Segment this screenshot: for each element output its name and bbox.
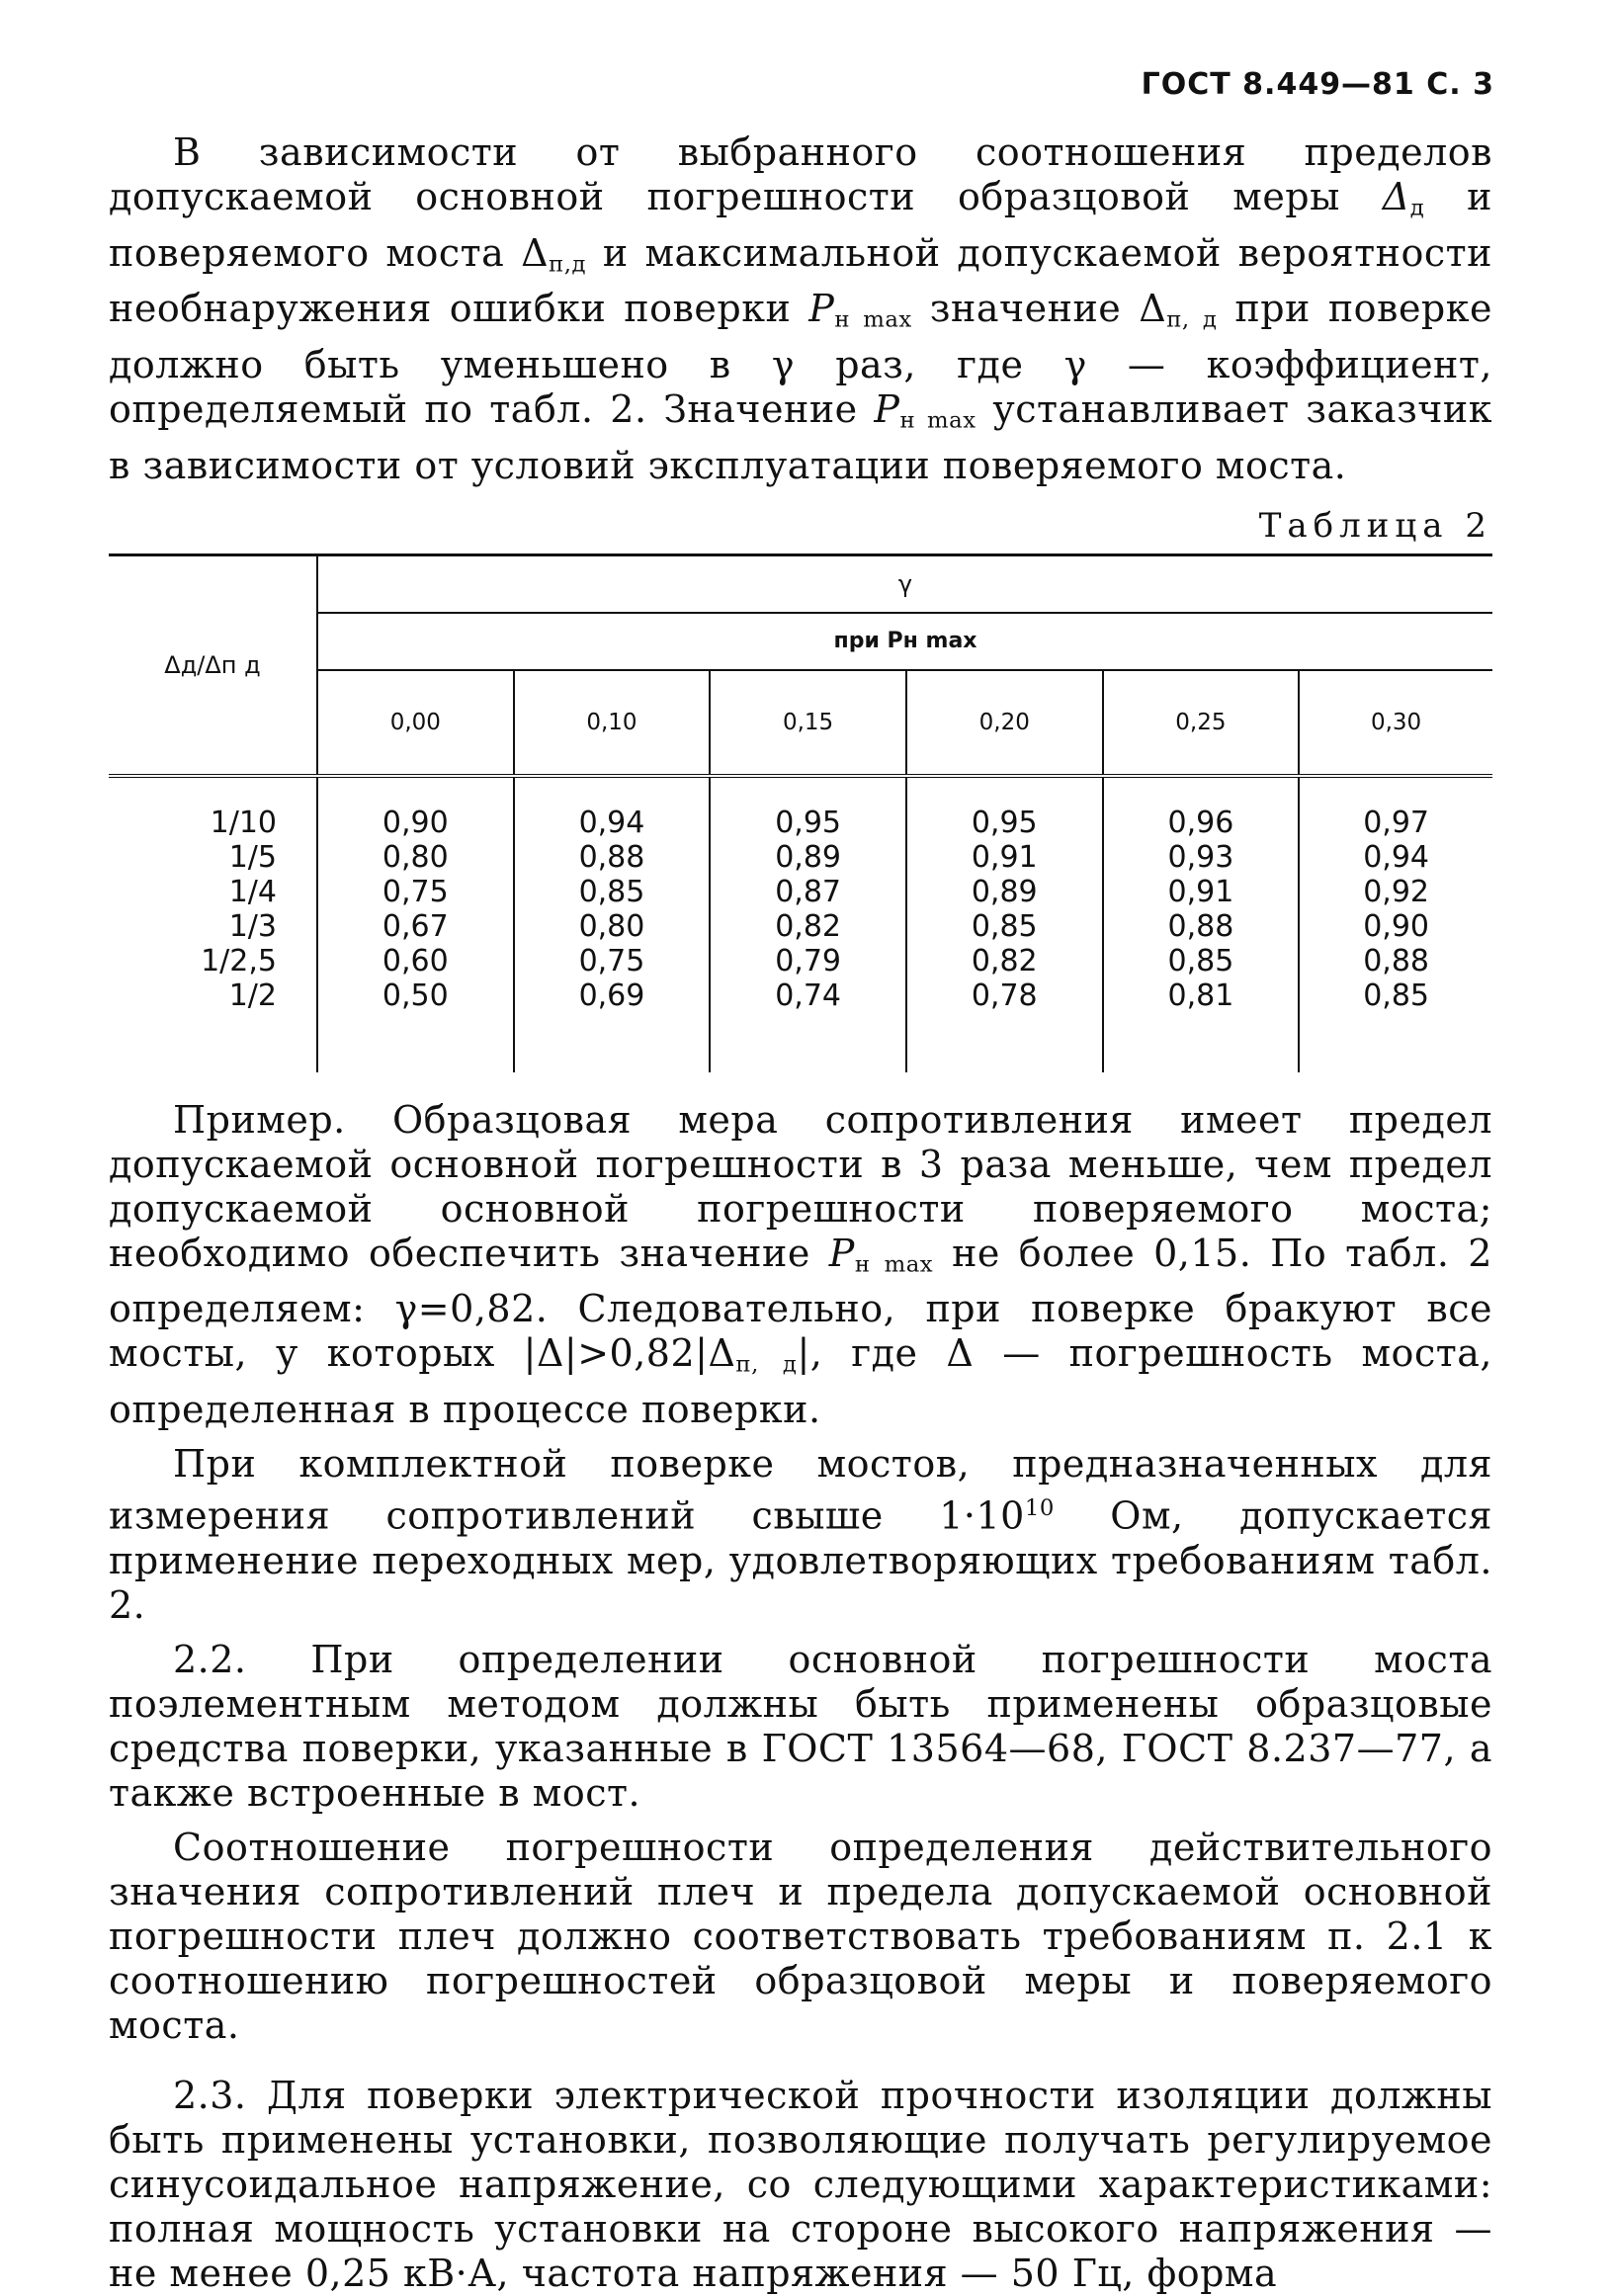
table-cell: 0,69 (578, 978, 645, 1013)
table-cell: 0,81 (1167, 978, 1234, 1013)
row-label: 1/2,5 (201, 943, 277, 978)
paragraph-ratio: Соотношение погрешности определения действительного значения сопротивлений плеч и предела допускаемой основной погрешности плеч должно соответствовать требованиям п. 2.1 к соотношению погрешностей образцовой меры и поверяемого моста. (109, 1825, 1492, 2047)
table-cell: 0,82 (775, 908, 841, 944)
values-column-0-20 (906, 776, 1103, 1072)
values-column-0-30 (1299, 776, 1492, 1072)
page-header: ГОСТ 8.449—81 С. 3 (1141, 67, 1494, 102)
table-cell: 0,75 (382, 874, 449, 909)
table-cell: 0,85 (971, 908, 1038, 944)
column-header: 0,00 (317, 670, 514, 776)
table-cell: 0,96 (1167, 805, 1234, 840)
table-cell: 0,91 (971, 839, 1038, 875)
table-cell: 0,85 (1363, 978, 1429, 1013)
values-column-0-10 (514, 776, 711, 1072)
table-cell: 0,88 (1363, 943, 1429, 978)
table-cell: 0,87 (775, 874, 841, 909)
values-column-0-00 (317, 776, 514, 1072)
paragraph-example: Пример. Образцовая мера сопротивления имеет предел допускаемой основной погрешности в 3 раза меньше, чем предел допускаемой основной погрешности поверяемого моста; необходимо обеспечить значение $P_{н max}$ не более 0,15. По табл. 2 определяем: γ=0,82. Следовательно, при поверке бракуют все мосты, у которых $|\Delta|>0,82|\Delta_{п, д}|$, где Δ — погрешность моста, определенная в процессе поверки. (109, 1097, 1492, 1432)
table-cell: 0,88 (578, 839, 645, 875)
column-header: 0,10 (514, 670, 711, 776)
table-cell: 0,93 (1167, 839, 1234, 875)
gamma-table (109, 553, 1492, 1072)
row-label: 1/10 (210, 805, 277, 840)
table-cell: 0,90 (1363, 908, 1429, 944)
row-label: 1/4 (228, 874, 277, 909)
table-cell: 0,82 (971, 943, 1038, 978)
table-cell: 0,67 (382, 908, 449, 944)
table-cell: 0,89 (775, 839, 841, 875)
table-cell: 0,94 (578, 805, 645, 840)
table-cell: 0,92 (1363, 874, 1429, 909)
table-cell: 0,91 (1167, 874, 1234, 909)
paragraph-intro: В зависимости от выбранного соотношения пределов допускаемой основной погрешности образцовой меры $\Delta_д$ и поверяемого моста $\Delta_{п,д}$ и максимальной допускаемой вероятности необнаружения ошибки поверки $P_{н max}$ значение $\Delta_{п, д}$ при поверке должно быть уменьшено в γ раз, где γ — коэффициент, определяемый по табл. 2. Значение $P_{н max}$ устанавливает заказчик в зависимости от условий эксплуатации поверяемого моста. (109, 130, 1493, 487)
row-label: 1/2 (228, 978, 277, 1013)
at-p-header: при Pн max (317, 613, 1492, 670)
table-cell: 0,95 (971, 805, 1038, 840)
table-cell: 0,94 (1363, 839, 1429, 875)
table-caption: Таблица 2 (1258, 505, 1492, 546)
table-cell: 0,88 (1167, 908, 1234, 944)
table-cell: 0,74 (775, 978, 841, 1013)
paragraph-complete-verification: При комплектной поверке мостов, предназначенных для измерения сопротивлений свыше $1\cdot 10^{10}$ Ом, допускается применение переходных мер, удовлетворяющих требованиям табл. 2. (109, 1442, 1492, 1627)
column-header: 0,30 (1370, 709, 1422, 735)
table-cell: 0,78 (971, 978, 1038, 1013)
paragraph-2-2: 2.2. При определении основной погрешности моста поэлементным методом должны быть применены образцовые средства поверки, указанные в ГОСТ 13564—68, ГОСТ 8.237—77, а также встроенные в мост. (109, 1637, 1492, 1815)
table-cell: 0,60 (382, 943, 449, 978)
column-header: 0,20 (906, 670, 1103, 776)
gamma-header: γ (317, 554, 1492, 613)
table-cell: 0,79 (775, 943, 841, 978)
table-cell: 0,89 (971, 874, 1038, 909)
table-cell: 0,85 (1167, 943, 1234, 978)
table-cell: 0,50 (382, 978, 449, 1013)
table-cell: 0,95 (775, 805, 841, 840)
table-cell: 0,85 (578, 874, 645, 909)
row-label: 1/3 (228, 908, 277, 944)
column-header: 0,15 (710, 670, 906, 776)
table-row-header: Δд/Δп д (109, 554, 317, 776)
table-cell: 0,80 (382, 839, 449, 875)
table-cell: 0,90 (382, 805, 449, 840)
values-column-0-15 (710, 776, 906, 1072)
table-cell: 0,75 (578, 943, 645, 978)
row-labels-column (109, 776, 317, 1072)
table-cell: 0,80 (578, 908, 645, 944)
page-body (109, 59, 1492, 2296)
column-header: 0,25 (1103, 670, 1300, 776)
row-label: 1/5 (228, 839, 277, 875)
table-cell: 0,97 (1363, 805, 1429, 840)
paragraph-2-3: 2.3. Для поверки электрической прочности изоляции должны быть применены установки, позволяющие получать регулируемое синусоидальное напряжение, со следующими характеристиками: полная мощность установки на стороне высокого напряжения — не менее 0,25 кВ·А, частота напряжения — 50 Гц, форма (109, 2073, 1492, 2295)
table-row (109, 776, 1492, 1072)
values-column-0-25 (1103, 776, 1300, 1072)
